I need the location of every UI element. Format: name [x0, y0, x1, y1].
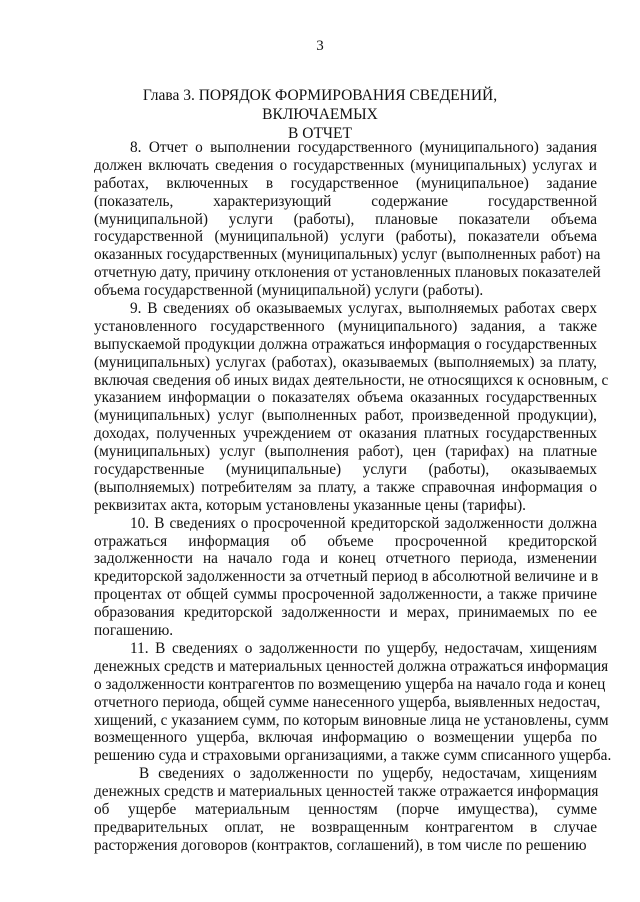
paragraph-line: указанием информации о показателях объема оказанных государственных	[94, 389, 597, 407]
paragraph-line: установленного государственного (муниципального) задания, а также	[94, 317, 597, 335]
paragraph-line: оказанных государственных (муниципальных) услуг (выполненных работ) на	[94, 246, 601, 264]
paragraph-line: образования кредиторской задолженности и мерах, принимаемых по ее	[94, 604, 597, 622]
chapter-title	[100, 86, 540, 143]
paragraph	[94, 515, 597, 640]
paragraph-line: погашению.	[94, 622, 174, 640]
paragraph	[94, 300, 609, 515]
paragraph-line: (выполняемых) потребителям за плату, а также справочная информация о	[94, 478, 597, 496]
paragraph-line: кредиторской задолженности за отчетный период в абсолютной величине и в	[94, 568, 599, 586]
paragraph	[94, 765, 597, 854]
page-number: 3	[316, 38, 324, 54]
paragraph-line: отражаться информация об объеме просроченной кредиторской	[94, 532, 597, 550]
paragraph-line: объема государственной (муниципальной) услуги (работы).	[94, 282, 484, 300]
paragraph-line: хищений, с указанием сумм, по которым виновные лица не установлены, сумм	[94, 711, 609, 729]
paragraph-line: 9. В сведениях об оказываемых услугах, выполняемых работах сверх	[130, 300, 597, 318]
paragraph-line: доходах, полученных учреждением от оказания платных государственных	[94, 425, 597, 443]
paragraph-line: В сведениях о задолженности по ущербу, недостачам, хищениям	[139, 765, 597, 783]
paragraph-line: работах, включенных в государственное (муниципальное) задание	[94, 174, 597, 192]
paragraph-line: отчетного периода, общей сумме нанесенного ущерба, выявленных недостач,	[94, 693, 601, 711]
paragraph-line: включая сведения об иных видах деятельности, не относящихся к основным, с	[94, 371, 609, 389]
paragraph-line: (муниципальных) услугах (работах), оказываемых (выполняемых) за плату,	[94, 353, 597, 371]
paragraph-line: выпускаемой продукции должна отражаться информация о государственных	[94, 335, 597, 353]
paragraph-line: предварительных оплат, не возвращенным контрагентом в случае	[94, 818, 597, 836]
paragraph-line: процентах от общей суммы просроченной задолженности, а также причине	[94, 586, 597, 604]
paragraph-line: денежных средств и материальных ценностей также отражается информация	[94, 783, 599, 801]
paragraph-line: отчетную дату, причину отклонения от установленных плановых показателей	[94, 264, 601, 282]
paragraph-line: 11. В сведениях о задолженности по ущербу, недостачам, хищениям	[130, 639, 597, 657]
paragraph-line: (муниципальных) услуг (выполнения работ), цен (тарифах) на платные	[94, 443, 597, 461]
paragraph-line: расторжения договоров (контрактов, соглашений), в том числе по решению	[94, 836, 587, 854]
paragraph-line: (муниципальной) услуги (работы), плановые показатели объема	[94, 210, 597, 228]
chapter-title-line-1: Глава 3. ПОРЯДОК ФОРМИРОВАНИЯ СВЕДЕНИЙ, ВКЛЮЧАЕМЫХ	[142, 87, 498, 123]
paragraph-line: 10. В сведениях о просроченной кредиторской задолженности должна	[130, 514, 597, 532]
paragraph-line: решению суда и страховыми организациями, а также сумм списанного ущерба.	[94, 747, 612, 765]
paragraph-line: (показатель, характеризующий содержание государственной	[94, 192, 597, 210]
paragraph	[94, 639, 612, 765]
paragraph-line: 8. Отчет о выполнении государственного (муниципального) задания	[130, 139, 597, 156]
paragraph-line: должен включать сведения о государственных (муниципальных) услугах и	[94, 156, 597, 174]
paragraph-line: денежных средств и материальных ценностей должна отражаться информация	[94, 657, 609, 675]
paragraph-line: государственные (муниципальные) услуги (работы), оказываемых	[94, 461, 597, 479]
paragraph	[94, 139, 601, 300]
paragraph-line: реквизитах акта, которым установлены указанные цены (тарифы).	[94, 496, 526, 514]
paragraph-line: об ущербе материальным ценностям (порче имущества), сумме	[94, 800, 597, 818]
paragraph-line: (муниципальных) услуг (выполненных работ, произведенной продукции),	[94, 407, 597, 425]
body-text	[94, 139, 612, 855]
paragraph-line: задолженности на начало года и конец отчетного периода, изменении	[94, 550, 597, 568]
paragraph-line: возмещенного ущерба, включая информацию о возмещении ущерба по	[94, 729, 597, 747]
chapter-title-line-2: В ОТЧЕТ	[288, 125, 352, 142]
paragraph-line: государственной (муниципальной) услуги (работы), показатели объема	[94, 228, 597, 246]
paragraph-line: о задолженности контрагентов по возмещению ущерба на начало года и конец	[94, 675, 606, 693]
